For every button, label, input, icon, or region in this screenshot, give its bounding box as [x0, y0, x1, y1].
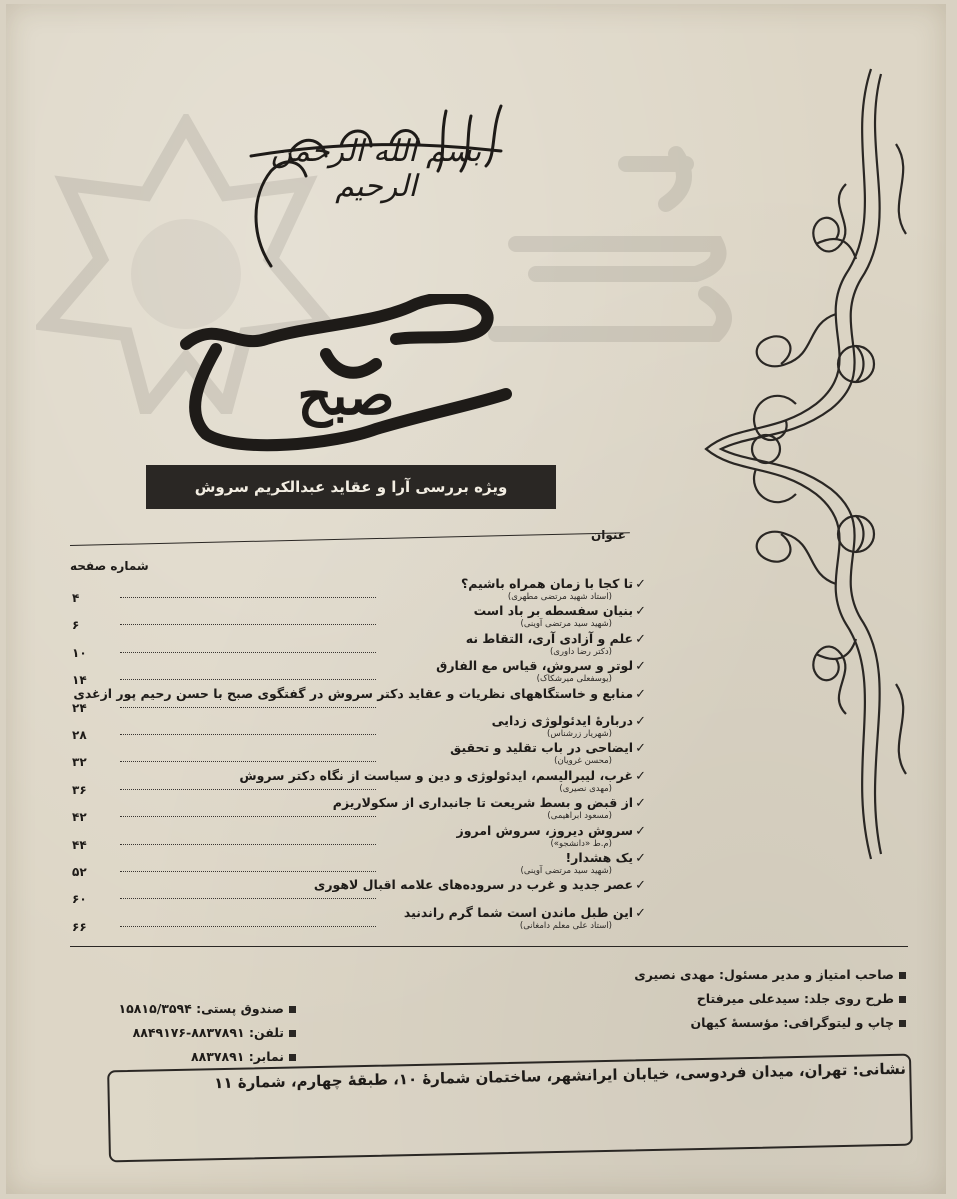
toc-item-page: ۴۴: [72, 837, 87, 852]
toc-item-page: ۵۲: [72, 864, 87, 879]
toc-leader-dots: [120, 789, 376, 790]
subtitle-banner: [146, 465, 556, 509]
toc-item: [72, 905, 646, 932]
toc-item-page: ۶: [72, 618, 80, 633]
toc-item-page: ۳۲: [72, 755, 87, 770]
checkmark-icon: ✓: [635, 659, 646, 675]
toc-item: [72, 877, 646, 907]
toc-page-header: شماره صفحه: [70, 559, 149, 573]
toc-item: [72, 713, 646, 740]
bismillah-text: بسم الله الرحمن الرحیم: [270, 134, 482, 204]
toc-item-page: ۲۴: [72, 700, 87, 715]
toc-item-title: ✓عصر جدید و غرب در سروده‌های علامه اقبال لاهوری: [313, 877, 646, 894]
toc-item-author: (شهید سید مرتضی آوینی): [520, 865, 612, 876]
toc-item-title: ✓تا کجا با زمان همراه باشیم؟: [460, 576, 646, 592]
toc-item: [72, 603, 646, 633]
toc-item-title: ✓سروش دیروز، سروش امروز: [456, 822, 646, 839]
checkmark-icon: ✓: [635, 631, 646, 647]
toc-item: [72, 768, 646, 795]
toc-item-title: ✓غرب، لیبرالیسم، ایدئولوژی و دین و سیاست از نگاه دکتر سروش: [239, 767, 646, 784]
bullet-square-icon: [899, 1020, 906, 1027]
toc-item-author: (استاد علی معلم دامغانی): [519, 920, 612, 931]
toc-item: [72, 658, 646, 688]
bullet-square-icon: [899, 972, 906, 979]
toc-item-title: ✓یک هشدار!: [565, 849, 646, 866]
bullet-square-icon: [899, 996, 906, 1003]
toc-item-page: ۳۶: [72, 782, 87, 797]
toc-item-author: (یوسفعلی میرشکاک): [536, 674, 612, 685]
toc-item: [72, 631, 646, 658]
toc-leader-dots: [120, 624, 376, 625]
toc-leader-dots: [120, 597, 376, 598]
toc-item-title: ✓لوتر و سروش، قیاس مع الفارق: [436, 658, 646, 675]
checkmark-icon: ✓: [635, 741, 646, 757]
bullet-square-icon: [289, 1054, 296, 1061]
checkmark-icon: ✓: [635, 905, 646, 921]
checkmark-icon: ✓: [635, 823, 646, 839]
toc-leader-dots: [120, 761, 376, 762]
toc-item-page: ۴۲: [72, 810, 87, 825]
toc-title-header: عنوان: [591, 528, 626, 542]
subtitle-text: ویژه بررسی آرا و عقاید عبدالکریم سروش: [194, 478, 508, 496]
toc-item: [72, 850, 646, 877]
toc-item: [72, 686, 646, 713]
checkmark-icon: ✓: [635, 713, 646, 729]
toc-item-page: ۱۰: [72, 645, 87, 660]
contact-fax: نمابر: ۸۸۳۷۸۹۱: [106, 1049, 296, 1073]
toc-item: [72, 740, 646, 770]
checkmark-icon: ✓: [635, 604, 646, 620]
toc-leader-dots: [120, 926, 376, 927]
toc-item: [72, 576, 646, 603]
toc-leader-dots: [120, 679, 376, 680]
toc-leader-dots: [120, 871, 376, 872]
toc-item-author: (استاد شهید مرتضی مطهری): [507, 592, 612, 602]
checkmark-icon: ✓: [635, 577, 646, 592]
toc-header-rule: [70, 532, 630, 546]
toc-item-author: (دکتر رضا داوری): [549, 646, 612, 657]
toc-item-title: ✓دربارهٔ ایدئولوژی زدایی: [491, 712, 646, 729]
toc-item-author: (شهید سید مرتضی آوینی): [520, 619, 612, 630]
checkmark-icon: ✓: [635, 850, 646, 866]
table-of-contents: [72, 576, 646, 932]
toc-item-page: ۲۸: [72, 727, 87, 742]
toc-item-title: ✓منابع و خاستگاههای نظریات و عقاید دکتر سروش در گفتگوی صبح با حسن رحیم پور ازغدی: [73, 685, 646, 702]
toc-item-page: ۴: [72, 591, 80, 605]
toc-leader-dots: [120, 816, 376, 817]
toc-item: [72, 823, 646, 850]
logo-text: صبح: [297, 363, 395, 427]
toc-leader-dots: [120, 898, 376, 899]
toc-item-author: (مهدی نصیری): [559, 783, 612, 794]
toc-leader-dots: [120, 707, 376, 708]
toc-item-title: ✓علم و آزادی آری، التقاط نه: [465, 630, 646, 647]
toc-item-author: (مسعود ابراهیمی): [547, 811, 612, 822]
credit-publisher: صاحب امتیاز و مدیر مسئول: مهدی نصیری: [566, 967, 906, 991]
toc-leader-dots: [120, 652, 376, 653]
toc-item-title: ✓این طبل ماندن است شما گرم راندنید: [403, 904, 646, 921]
toc-item-author: (محسن غرویان): [554, 756, 612, 767]
toc-item-title: ✓از قبض و بسط شریعت تا جانبداری از سکولاریزم: [332, 795, 646, 812]
checkmark-icon: ✓: [635, 796, 646, 812]
bullet-square-icon: [289, 1030, 296, 1037]
toc-item-page: ۱۴: [72, 673, 87, 688]
checkmark-icon: ✓: [635, 878, 646, 894]
checkmark-icon: ✓: [635, 686, 646, 702]
toc-item-page: ۶۶: [72, 919, 87, 934]
toc-item: [72, 795, 646, 825]
toc-item-author: (م.ط «دانشجو»): [550, 838, 612, 849]
magazine-page: [6, 4, 946, 1194]
contact-phone: تلفن: ۸۸۳۷۸۹۱-۸۸۴۹۱۷۶: [106, 1025, 296, 1049]
credit-cover-design: طرح روی جلد: سیدعلی میرفتاح: [566, 991, 906, 1015]
toc-item-title: ✓ایضاحی در باب تقلید و تحقیق: [450, 740, 646, 757]
toc-leader-dots: [120, 734, 376, 735]
toc-item-title: ✓بنیان سفسطه بر باد است: [473, 603, 646, 620]
bullet-square-icon: [289, 1006, 296, 1013]
arabesque-ornament: [696, 64, 946, 864]
contact-block: [106, 1001, 296, 1073]
credit-printing: چاپ و لیتوگرافی: مؤسسهٔ کیهان: [566, 1015, 906, 1039]
toc-item-author: (شهریار زرشناس): [547, 728, 612, 739]
bottom-divider: [70, 946, 908, 947]
address-text: نشانی: تهران، میدان فردوسی، خیابان ایرانشهر، ساختمان شمارهٔ ۱۰، طبقهٔ چهارم، شمارهٔ ۱۱: [214, 1059, 907, 1093]
toc-item-page: ۶۰: [72, 892, 87, 907]
toc-leader-dots: [120, 844, 376, 845]
checkmark-icon: ✓: [635, 768, 646, 784]
sobh-logo: [176, 294, 516, 464]
contact-pobox: صندوق پستی: ۱۵۸۱۵/۳۵۹۴: [106, 1001, 296, 1025]
credits-block: [566, 967, 906, 1039]
